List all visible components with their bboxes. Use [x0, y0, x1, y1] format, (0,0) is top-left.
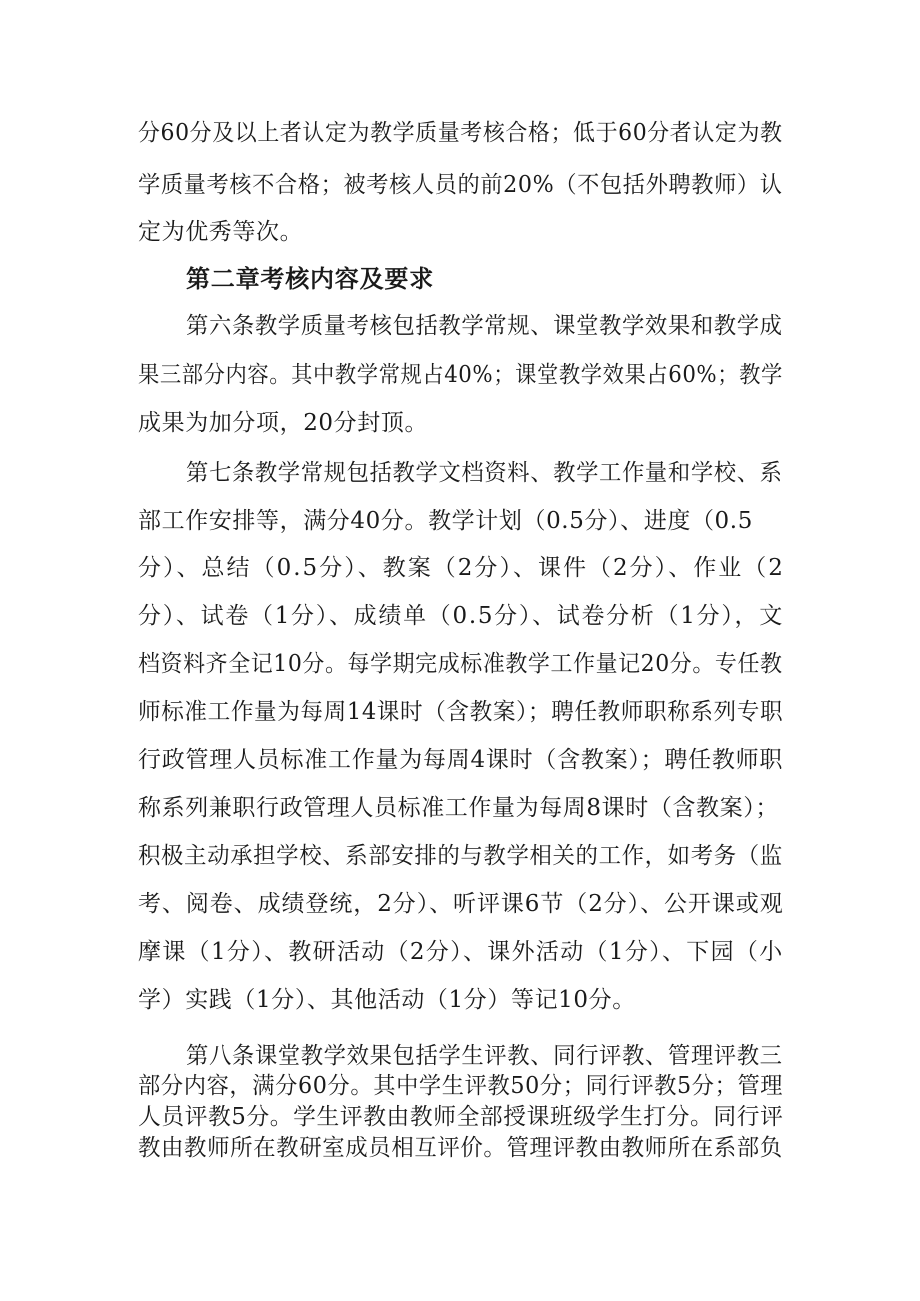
text-line: 学）实践（1分）、其他活动（1分）等记10分。	[138, 987, 636, 1013]
text-line: 第六条教学质量考核包括教学常规、课堂教学效果和教学成	[186, 313, 783, 339]
text-line: 师标准工作量为每周14课时（含教案）；聘任教师职称系列专职	[138, 699, 784, 725]
text-line: 摩课（1分）、教研活动（2分）、课外活动（1分）、下园（小	[138, 939, 784, 965]
text-line: 称系列兼职行政管理人员标准工作量为每周8课时（含教案）；	[138, 795, 779, 821]
text-line: 部工作安排等，满分40分。教学计划（0.5分）、进度（0.5	[138, 508, 753, 534]
chapter-heading: 第二章考核内容及要求	[186, 264, 434, 293]
text-line: 人员评教5分。学生评教由教师全部授课班级学生打分。同行评	[138, 1104, 784, 1130]
text-line: 第八条课堂教学效果包括学生评教、同行评教、管理评教三	[186, 1043, 783, 1069]
text-line: 教由教师所在教研室成员相互评价。管理评教由教师所在系部负	[138, 1135, 783, 1161]
text-line: 积极主动承担学校、系部安排的与教学相关的工作，如考务（监	[138, 843, 783, 869]
text-line: 部分内容，满分60分。其中学生评教50分；同行评教5分；管理	[138, 1073, 784, 1099]
text-line: 分）、总结（0.5分）、教案（2分）、课件（2分）、作业（2	[138, 555, 785, 581]
text-line: 成果为加分项，20分封顶。	[138, 410, 429, 436]
text-line: 学质量考核不合格；被考核人员的前20%（不包括外聘教师）认	[138, 172, 783, 198]
text-line: 考、阅卷、成绩登统，2分）、听评课6节（2分）、公开课或观	[138, 891, 784, 917]
text-line: 分60分及以上者认定为教学质量考核合格；低于60分者认定为教	[138, 120, 783, 146]
text-line: 档资料齐全记10分。每学期完成标准教学工作量记20分。专任教	[138, 651, 783, 677]
text-line: 第七条教学常规包括教学文档资料、教学工作量和学校、系	[186, 460, 783, 486]
text-line: 果三部分内容。其中教学常规占40%；课堂教学效果占60%；教学	[138, 362, 783, 388]
text-line: 分）、试卷（1分）、成绩单（0.5分）、试卷分析（1分），文	[138, 603, 784, 629]
text-line: 定为优秀等次。	[138, 219, 304, 245]
text-line: 行政管理人员标准工作量为每周4课时（含教案）；聘任教师职	[138, 747, 784, 773]
